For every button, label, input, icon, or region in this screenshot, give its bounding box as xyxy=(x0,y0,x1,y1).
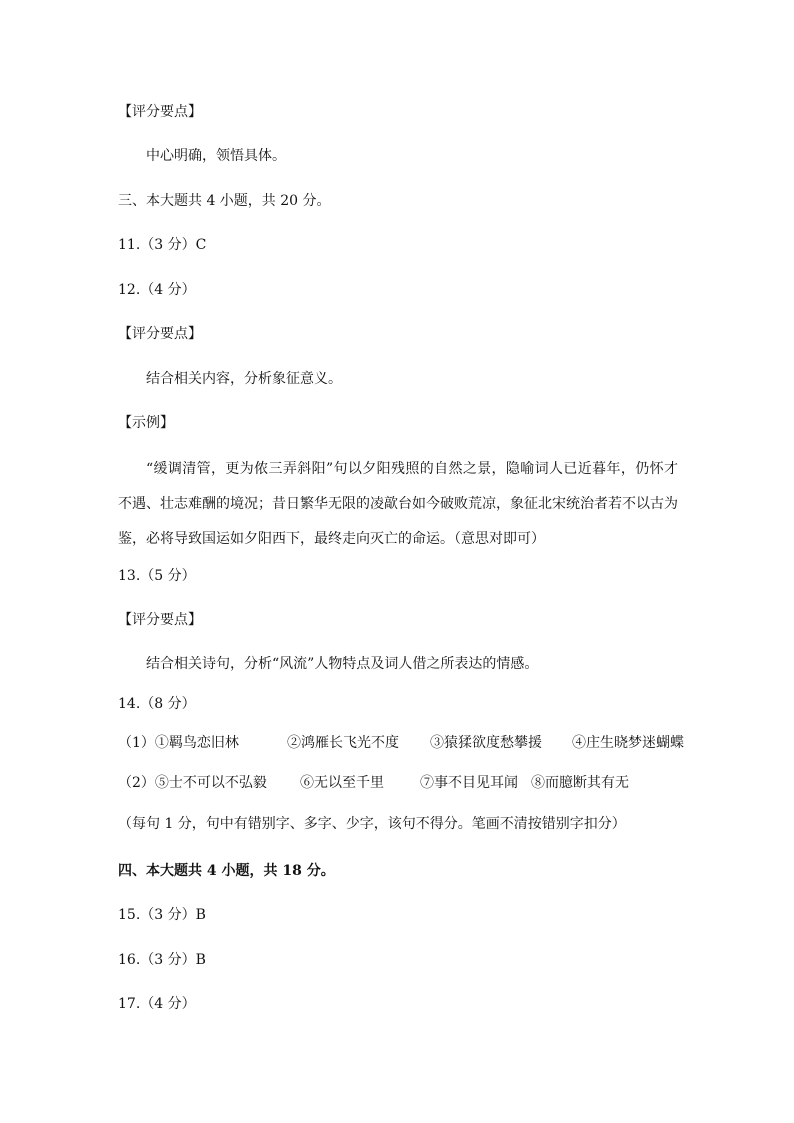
answer-14-row-2 xyxy=(118,773,629,793)
answer-14-item-7: ⑦事不目见耳闻 xyxy=(420,775,518,791)
answer-14: 14.（8 分） xyxy=(118,696,196,712)
scoring-points-heading-3: 【评分要点】 xyxy=(118,612,202,628)
answer-16: 16.（3 分）B xyxy=(118,952,206,968)
answer-14-row-1 xyxy=(118,733,684,753)
answer-14-item-5: （2）⑤士不可以不弘毅 xyxy=(118,775,267,791)
answer-14-item-8: ⑧而臆断其有无 xyxy=(531,775,629,791)
scoring-point-text-3: 结合相关诗句，分析“风流”人物特点及词人借之所表达的情感。 xyxy=(146,656,539,672)
scoring-points-heading-2: 【评分要点】 xyxy=(118,326,202,342)
answer-17: 17.（4 分） xyxy=(118,996,196,1012)
scoring-points-heading-1: 【评分要点】 xyxy=(118,104,202,120)
answer-14-note: （每句 1 分，句中有错别字、多字、少字，该句不得分。笔画不清按错别字扣分） xyxy=(118,816,626,832)
example-heading: 【示例】 xyxy=(118,415,174,431)
answer-14-item-2: ②鸿雁长飞光不度 xyxy=(287,735,399,751)
answer-14-item-6: ⑥无以至千里 xyxy=(300,775,384,791)
answer-14-item-4: ④庄生晓梦迷蝴蝶 xyxy=(572,735,684,751)
section-four-heading: 四、本大题共 4 小题，共 18 分。 xyxy=(118,863,335,879)
section-three-heading: 三、本大题共 4 小题，共 20 分。 xyxy=(118,193,331,209)
answer-13: 13.（5 分） xyxy=(118,568,196,584)
scoring-point-text-2: 结合相关内容，分析象征意义。 xyxy=(146,371,342,387)
answer-15: 15.（3 分）B xyxy=(118,907,206,923)
answer-14-item-3: ③猿猱欲度愁攀援 xyxy=(430,735,542,751)
answer-11: 11.（3 分）C xyxy=(118,237,207,253)
answer-14-item-1: （1）①羁鸟恋旧林 xyxy=(118,735,239,751)
answer-12: 12.（4 分） xyxy=(118,282,196,298)
scoring-point-text-1: 中心明确，领悟具体。 xyxy=(146,148,286,164)
example-paragraph: “缓调清管，更为侬三弄斜阳”句以夕阳残照的自然之景，隐喻词人已近暮年，仍怀才不遇、壮志难酬的境况；昔日繁华无限的凌歊台如今破败荒凉，象征北宋统治者若不以古为鉴，必将导致国运如夕阳西下，最终走向灭亡的命运。（意思对即可） xyxy=(118,461,678,547)
